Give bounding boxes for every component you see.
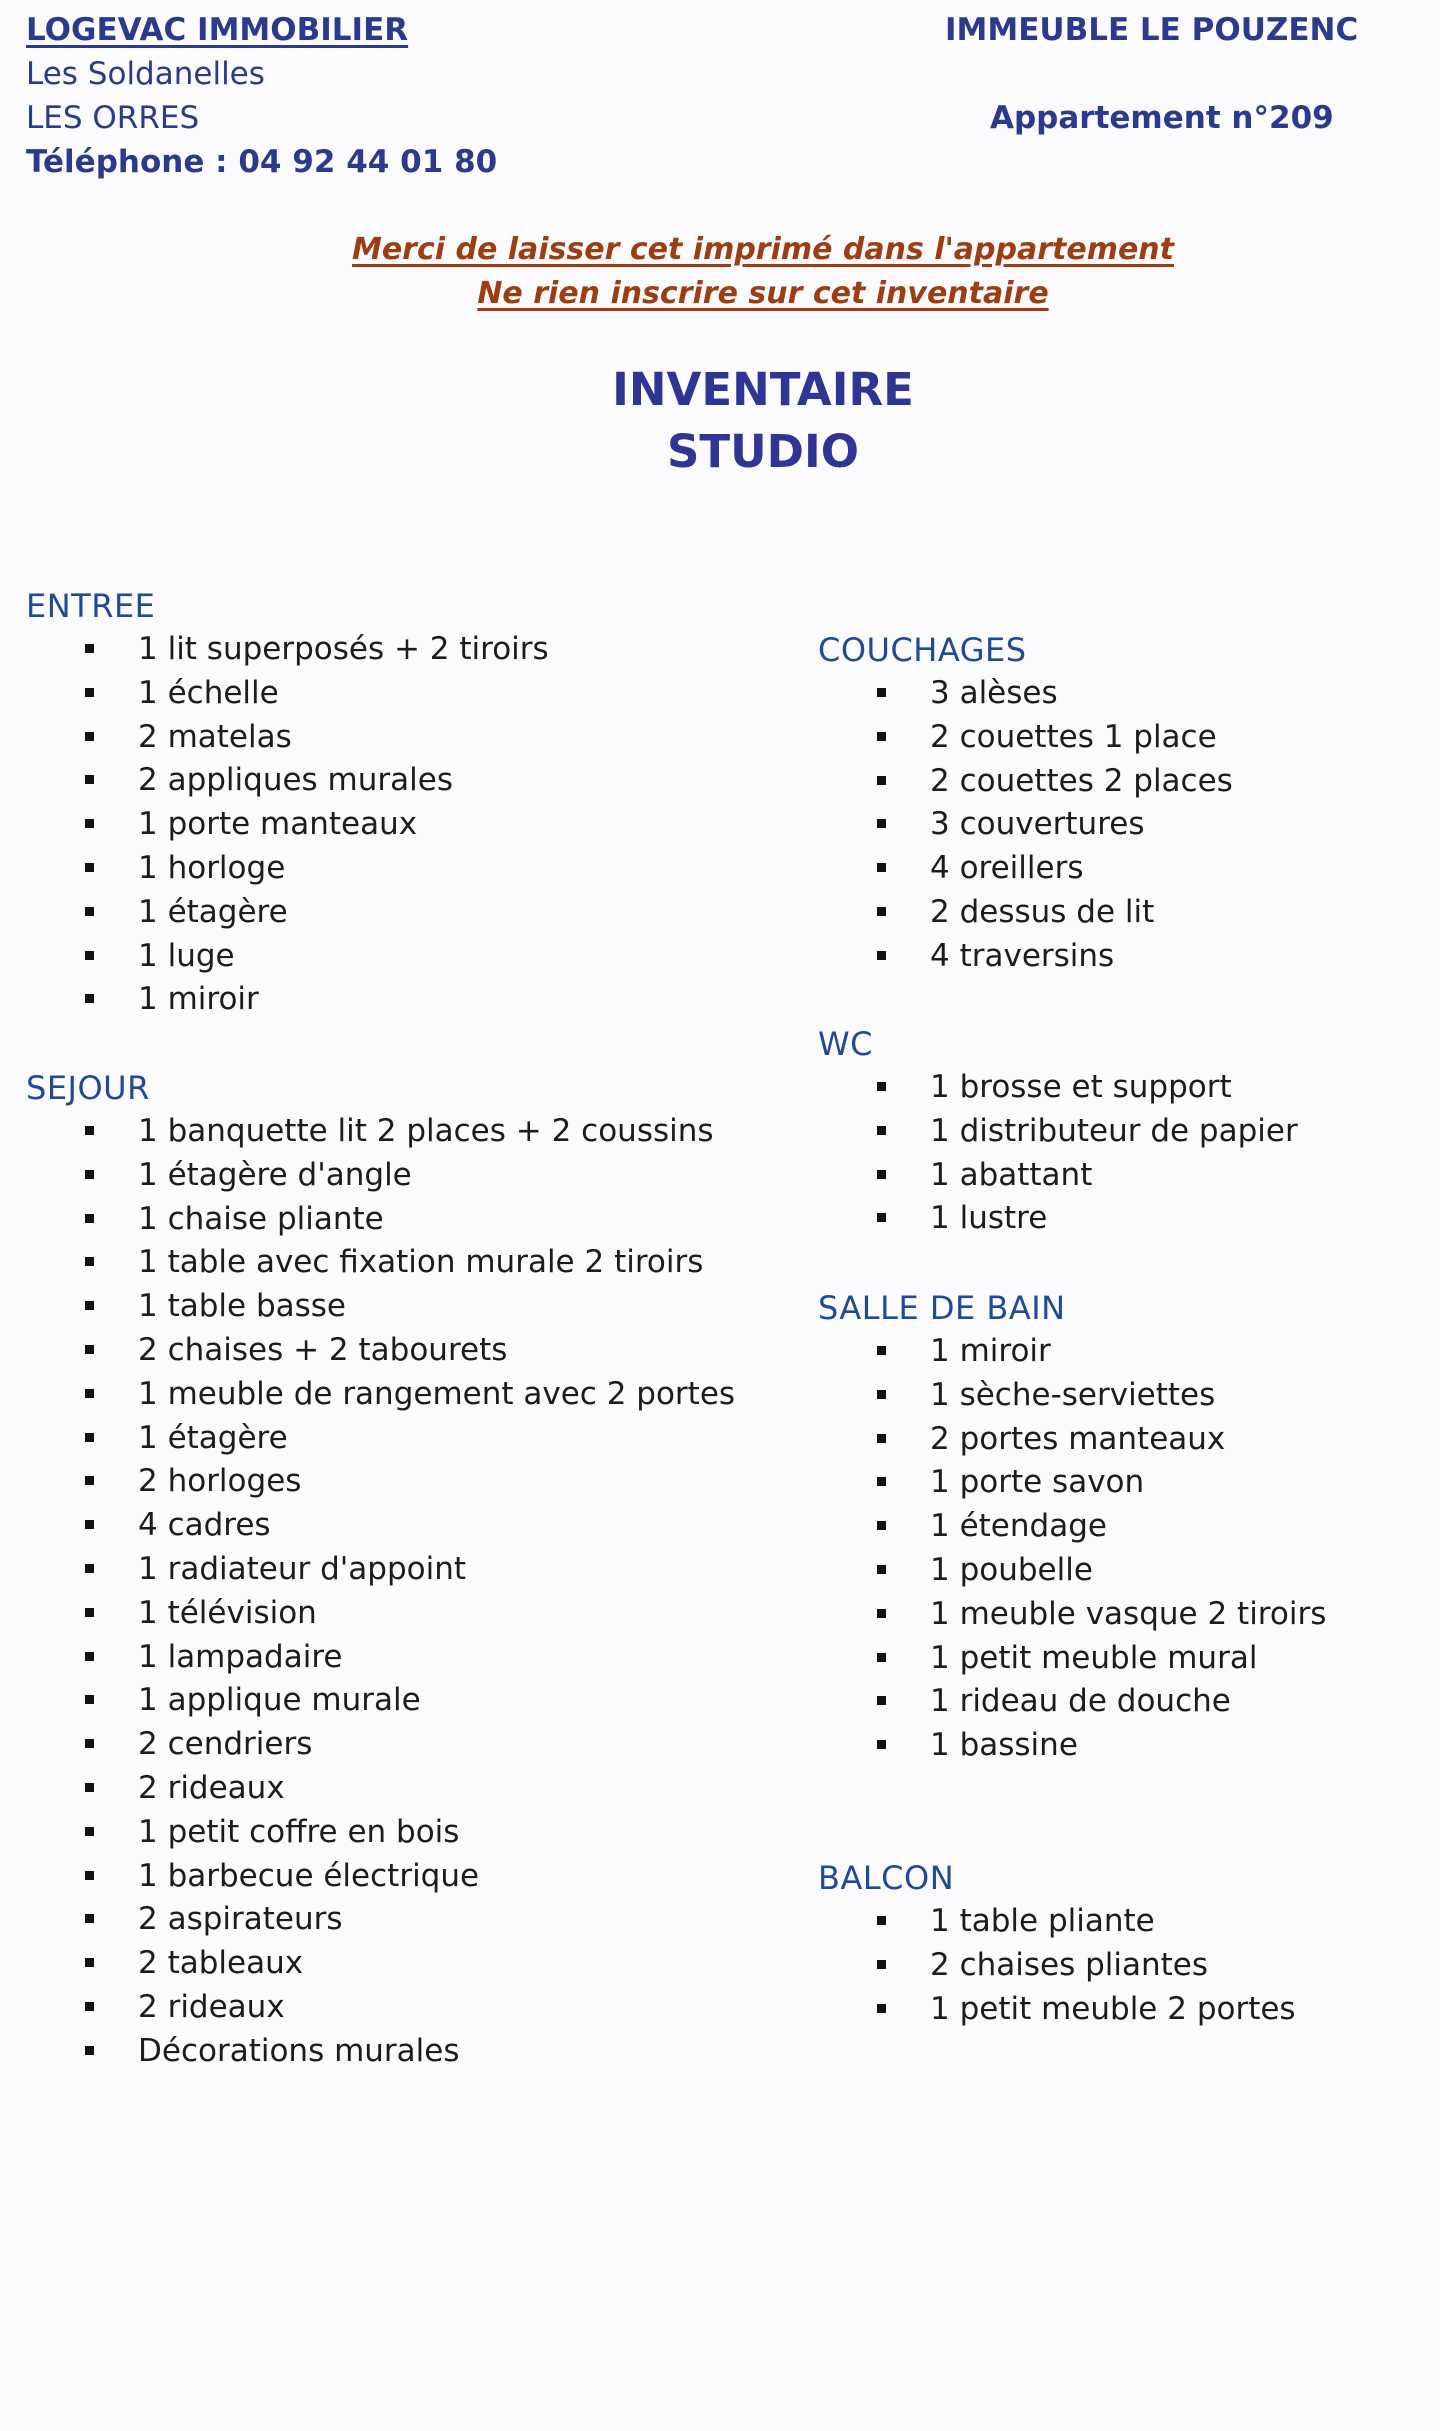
item-list bbox=[818, 672, 1233, 979]
section-entree bbox=[26, 584, 549, 1022]
inventory-item: 1 porte manteaux bbox=[26, 803, 549, 847]
inventory-item: 1 sèche-serviettes bbox=[818, 1374, 1326, 1418]
page-subtitle: STUDIO bbox=[667, 425, 859, 478]
agency-address-line-2: LES ORRES bbox=[26, 100, 200, 136]
inventory-item: 1 horloge bbox=[26, 847, 549, 891]
inventory-item: 1 poubelle bbox=[818, 1549, 1326, 1593]
inventory-item: 2 cendriers bbox=[26, 1723, 735, 1767]
inventory-item: 1 étagère bbox=[26, 1417, 735, 1461]
inventory-item: 4 traversins bbox=[818, 935, 1233, 979]
inventory-item: 2 rideaux bbox=[26, 1986, 735, 2030]
inventory-item: 1 petit coffre en bois bbox=[26, 1811, 735, 1855]
inventory-item: 1 miroir bbox=[818, 1330, 1326, 1374]
item-list bbox=[26, 628, 549, 1022]
inventory-item: 1 meuble de rangement avec 2 portes bbox=[26, 1373, 735, 1417]
inventory-item: 2 appliques murales bbox=[26, 759, 549, 803]
inventory-item: 2 couettes 2 places bbox=[818, 760, 1233, 804]
item-list bbox=[26, 1110, 735, 2074]
inventory-item: 1 chaise pliante bbox=[26, 1198, 735, 1242]
inventory-item: 4 oreillers bbox=[818, 847, 1233, 891]
inventory-item: 1 échelle bbox=[26, 672, 549, 716]
section-heading: ENTREE bbox=[26, 587, 156, 625]
inventory-item: 1 lustre bbox=[818, 1197, 1298, 1241]
agency-address-line-1: Les Soldanelles bbox=[26, 56, 265, 92]
section-heading: SEJOUR bbox=[26, 1069, 150, 1107]
inventory-item: 1 porte savon bbox=[818, 1461, 1326, 1505]
section-heading: SALLE DE BAIN bbox=[818, 1289, 1066, 1327]
inventory-item: 1 petit meuble 2 portes bbox=[818, 1988, 1296, 2032]
section-sejour bbox=[26, 1066, 735, 2074]
inventory-item: 1 télévision bbox=[26, 1592, 735, 1636]
inventory-item: 2 aspirateurs bbox=[26, 1898, 735, 1942]
building-name: IMMEUBLE LE POUZENC bbox=[945, 12, 1359, 48]
item-list bbox=[818, 1330, 1326, 1768]
section-couchages bbox=[818, 628, 1233, 979]
inventory-item: 1 bassine bbox=[818, 1724, 1326, 1768]
inventory-item: 2 couettes 1 place bbox=[818, 716, 1233, 760]
apartment-number: Appartement n°209 bbox=[990, 100, 1334, 136]
inventory-item: 2 dessus de lit bbox=[818, 891, 1233, 935]
inventory-item: Décorations murales bbox=[26, 2030, 735, 2074]
inventory-item: 1 abattant bbox=[818, 1154, 1298, 1198]
item-list bbox=[818, 1066, 1298, 1241]
section-balcon bbox=[818, 1856, 1296, 2031]
inventory-item: 1 luge bbox=[26, 935, 549, 979]
item-list bbox=[818, 1900, 1296, 2031]
inventory-item: 2 rideaux bbox=[26, 1767, 735, 1811]
inventory-item: 1 table avec fixation murale 2 tiroirs bbox=[26, 1241, 735, 1285]
inventory-item: 1 table pliante bbox=[818, 1900, 1296, 1944]
inventory-item: 1 applique murale bbox=[26, 1679, 735, 1723]
inventory-item: 2 matelas bbox=[26, 716, 549, 760]
inventory-item: 2 horloges bbox=[26, 1460, 735, 1504]
agency-name: LOGEVAC IMMOBILIER bbox=[26, 12, 409, 48]
inventory-item: 3 couvertures bbox=[818, 803, 1233, 847]
inventory-item: 2 chaises + 2 tabourets bbox=[26, 1329, 735, 1373]
inventory-item: 1 table basse bbox=[26, 1285, 735, 1329]
notice-line-2: Ne rien inscrire sur cet inventaire bbox=[477, 276, 1049, 311]
inventory-item: 4 cadres bbox=[26, 1504, 735, 1548]
inventory-item: 1 radiateur d'appoint bbox=[26, 1548, 735, 1592]
page-title: INVENTAIRE bbox=[612, 363, 914, 416]
notice-line-1: Merci de laisser cet imprimé dans l'appartement bbox=[351, 232, 1174, 267]
inventory-item: 2 portes manteaux bbox=[818, 1418, 1326, 1462]
inventory-item: 3 alèses bbox=[818, 672, 1233, 716]
inventory-item: 1 lit superposés + 2 tiroirs bbox=[26, 628, 549, 672]
inventory-item: 1 rideau de douche bbox=[818, 1680, 1326, 1724]
inventory-item: 1 étendage bbox=[818, 1505, 1326, 1549]
section-heading: WC bbox=[818, 1025, 873, 1063]
agency-phone: Téléphone : 04 92 44 01 80 bbox=[26, 144, 498, 180]
inventory-item: 1 barbecue électrique bbox=[26, 1855, 735, 1899]
inventory-item: 1 petit meuble mural bbox=[818, 1637, 1326, 1681]
inventory-item: 1 lampadaire bbox=[26, 1636, 735, 1680]
inventory-item: 1 banquette lit 2 places + 2 coussins bbox=[26, 1110, 735, 1154]
inventory-item: 1 étagère d'angle bbox=[26, 1154, 735, 1198]
section-heading: COUCHAGES bbox=[818, 631, 1027, 669]
section-heading: BALCON bbox=[818, 1859, 955, 1897]
inventory-item: 1 distributeur de papier bbox=[818, 1110, 1298, 1154]
inventory-item: 2 chaises pliantes bbox=[818, 1944, 1296, 1988]
inventory-item: 1 meuble vasque 2 tiroirs bbox=[818, 1593, 1326, 1637]
inventory-item: 2 tableaux bbox=[26, 1942, 735, 1986]
section-salle-de-bain bbox=[818, 1286, 1326, 1768]
section-wc bbox=[818, 1022, 1298, 1241]
inventory-item: 1 brosse et support bbox=[818, 1066, 1298, 1110]
inventory-item: 1 étagère bbox=[26, 891, 549, 935]
inventory-item: 1 miroir bbox=[26, 978, 549, 1022]
